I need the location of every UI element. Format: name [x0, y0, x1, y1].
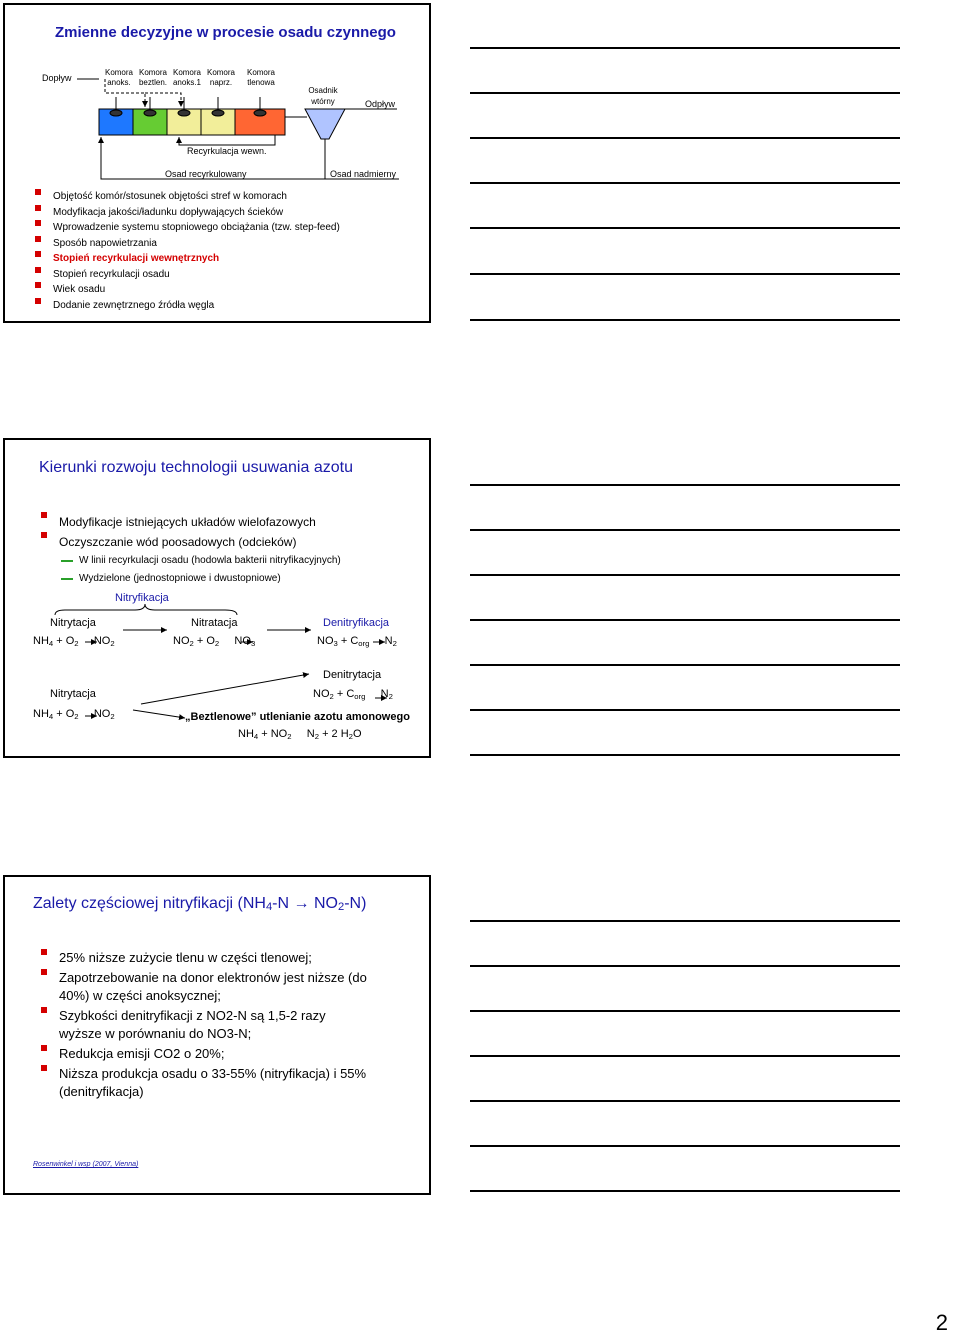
anammox-label: „Beztlenowe” utlenianie azotu amonowego — [185, 711, 410, 723]
list-item-highlight: Stopień recyrkulacji wewnętrznych — [35, 251, 340, 267]
reference: Rosenwinkel i wsp (2007, Vienna) — [33, 1161, 139, 1168]
chamber-label-3: Komora anoks.1 — [172, 68, 202, 87]
denitrytacja-label: Denitrytacja — [323, 669, 382, 681]
list-item: Niższa produkcja osadu o 33-55% (nitryfikacja) i 55% (denitryfikacja) — [41, 1065, 371, 1101]
reaction-nitrytacja: $NH_4 + O_2$ $NO_2$ — [33, 635, 115, 648]
slide-1-title: Zmienne decyzyjne w procesie osadu czynnego — [55, 24, 396, 41]
list-item: Objętość komór/stosunek objętości stref w komorach — [35, 189, 340, 205]
denitryfikacja-label: Denitryfikacja — [323, 617, 390, 629]
outflow-label: Odpływ — [365, 99, 396, 109]
slide-1 — [3, 3, 431, 323]
reaction-denitrytacja: $NO_2 + C_{org}$ $N_2$ — [313, 688, 393, 701]
chamber-label-1: Komora anoks. — [104, 68, 133, 87]
list-item: Wprowadzenie systemu stopniowego obciążania (tzw. step-feed) — [35, 220, 340, 236]
slide-1-bullets — [35, 189, 340, 313]
reaction-denitryfikacja: $NO_3 + C_{org}$ $N_2$ — [317, 635, 397, 648]
reaction-nitrytacja-2: $NH_4 + O_2$ $NO_2$ — [33, 708, 115, 721]
reaction-nitratacja: $NO_2 + O_2$ $NO_3$ — [173, 635, 256, 648]
list-item: Modyfikacja jakości/ładunku dopływających ścieków — [35, 205, 340, 221]
sub-item: Wydzielone (jednostopniowe i dwustopniowe) — [61, 570, 341, 588]
reaction-anammox: $NH_4 + NO_2$ $N_2 + 2$ $H_2O$ — [238, 728, 362, 741]
list-item: Zapotrzebowanie na donor elektronów jest niższe (do 40%) w części anoksycznej; — [41, 969, 371, 1005]
chamber-label-2: Komora beztlen. — [138, 68, 168, 87]
clarifier — [305, 109, 345, 139]
clarifier-label: Osadnik wtórny — [308, 86, 338, 106]
list-item: Szybkości denitryfikacji z NO2-N są 1,5-2 razy wyższe w porównaniu do NO3-N; — [41, 1007, 371, 1043]
list-item: Modyfikacje istniejących układów wielofazowych — [41, 512, 316, 532]
nitratacja-label: Nitratacja — [191, 617, 238, 629]
list-item: Dodanie zewnętrznego źródła węgla — [35, 298, 340, 314]
list-item: Redukcja emisji CO2 o 20%; — [41, 1045, 371, 1063]
list-item: Stopień recyrkulacji osadu — [35, 267, 340, 283]
inflow-label: Dopływ — [42, 73, 72, 83]
nitrytacja-label-2: Nitrytacja — [50, 688, 96, 700]
slide-3 — [3, 875, 431, 1195]
sub-item: W linii recyrkulacji osadu (hodowla bakterii nitryfikacyjnych) — [61, 552, 341, 570]
chamber-label-4: Komora naprz. — [206, 68, 235, 87]
list-item: Wiek osadu — [35, 282, 340, 298]
return-sludge-label: Osad recyrkulowany — [165, 169, 247, 179]
chamber-label-5: Komora tlenowa — [246, 68, 275, 87]
list-item: Oczyszczanie wód poosadowych (odcieków) — [41, 532, 316, 552]
internal-recirculation-label: Recyrkulacja wewn. — [187, 146, 267, 156]
list-item: Sposób napowietrzania — [35, 236, 340, 252]
slide-3-bullets — [41, 949, 371, 1101]
slide-2 — [3, 438, 431, 758]
slide-3-title: Zalety częściowej nitryfikacji $(NH_4-N \to NO_2-N)$ — [33, 895, 367, 913]
nitryfikacja-label: Nitryfikacja — [115, 592, 169, 604]
nitrytacja-label: Nitrytacja — [50, 617, 96, 629]
excess-sludge-label: Osad nadmierny — [330, 169, 397, 179]
list-item: 25% niższe zużycie tlenu w części tlenowej; — [41, 949, 371, 967]
arrow-right-icon: → — [293, 895, 310, 912]
slide-2-title: Kierunki rozwoju technologii usuwania azotu — [39, 459, 353, 476]
page-number: 2 — [935, 1310, 948, 1335]
